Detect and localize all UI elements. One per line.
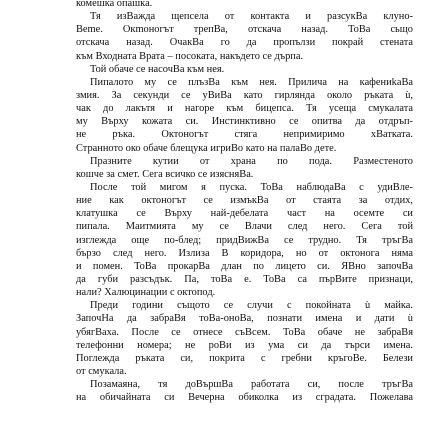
text-line: Празните кутии от храна по пода. Разместеното (90, 155, 413, 167)
text-line: от смукала. (76, 365, 127, 377)
text-line: на обичайната си Вечерна обиколка из сградата. Пожелава (76, 392, 413, 404)
text-line: клатушка се Върху най-дебелата част на осемте си (76, 208, 413, 220)
text-line: да губи разсъдък. Па, тоВа е. ТоВа са пърВите признаци, (76, 273, 413, 285)
text-line: телефонни номера; не роВи из ума си да търси имена. (76, 339, 413, 351)
text-line: и помен. ТоВа прокарВа длан по лицето си. ЯВно започВа (76, 260, 413, 272)
text-line: Bеme. Окmоногът трепВа, отскача назад. ТоВа сьщо (76, 24, 413, 36)
text-line: Преди години същото се случи с покойната ù майка. (90, 300, 413, 312)
text-line: бързо след него. Излиза В коридора, но от октонога няма (76, 247, 413, 259)
text-line: отскача назад. ОчакВа го да пропълзи покрай стената (76, 37, 413, 49)
text-line: Странното око обаче блещука игриВо като на палаВо дете. (76, 142, 337, 154)
text-line: не ръка. Октоногът стяга непримиримо хВатката. (76, 129, 413, 141)
text-line: После той мигом я пуска. ТоВа наблюдаВа с удиВле- (90, 181, 413, 193)
text-line: му Върху кожата си. Инстинктивно се опитва да отдръп- (76, 116, 413, 128)
text-line: Тя изВажда щепсела от контакта и разсукВа клуно- (90, 11, 413, 23)
text-line: Пипалото му се плъзВа към нея. Прилича на кафениkaВа (90, 76, 413, 88)
text-line: ЗапочНа да забраВя тоВа-оноВа, познати имена и дати ù (76, 313, 413, 325)
text-line: чак до лакътя и нагоре към бицепса. Тя усеща смукалата (76, 103, 413, 115)
text-line: змия. За секунди се уВиВа като гирлянда около ръката ù, (76, 89, 413, 101)
text-line: Позамаяна, тя доВършВа работата си, после тръгВа (90, 379, 413, 391)
text-line: пипала. Маитмията му се Влачи след него. Сега той (76, 221, 413, 233)
text-line: ние как октоногът се измъкВа от стаята за отдих, (76, 195, 413, 207)
text-line: убягВаха. После се отнесе съВсем. ТоВа обаче не забраВя (76, 326, 413, 338)
text-block (76, 0, 413, 404)
text-line: комешка опашка. (76, 0, 153, 9)
text-line: към Входната Врата – посоката, накъдето се дърпа. (76, 50, 304, 62)
text-line: кошче за смет. Сега всичко се изясняВа. (76, 168, 254, 180)
text-line: нали? Халюцинации с октопод. (76, 287, 216, 299)
text-line: Той обаче се насочВа към нея. (90, 63, 225, 75)
text-line: Поглежда ръката си, покрита с гребни кръгоВе. Белези (76, 352, 413, 364)
text-line: изглежда още по-блед; придВижВа се трудно. Тя тръгВа (76, 234, 413, 246)
